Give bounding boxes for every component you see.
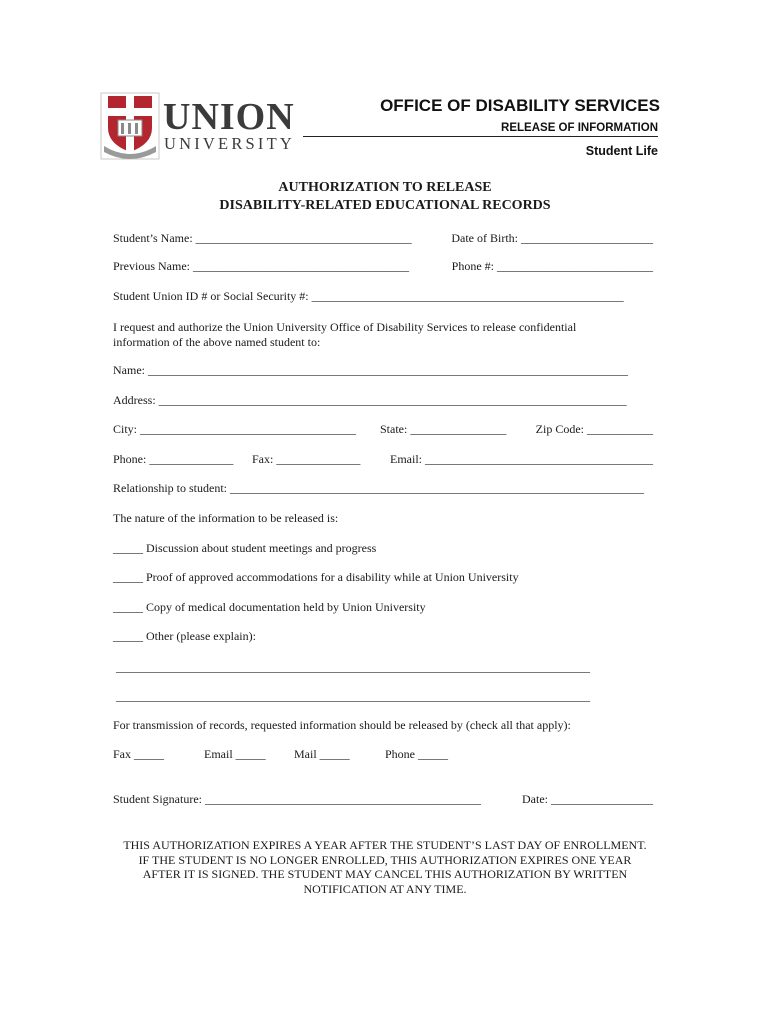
transmission-email-option[interactable]: Email _____: [204, 747, 266, 761]
recipient-address-field[interactable]: Address: ______________________________________________________________________________: [113, 393, 627, 407]
transmission-phone-option[interactable]: Phone _____: [385, 747, 448, 761]
recipient-email-field[interactable]: Email: ______________________________________: [390, 452, 653, 466]
crest-icon: [100, 92, 160, 160]
logo-wordmark-union: UNION: [163, 96, 295, 138]
recipient-name-field[interactable]: Name: ________________________________________________________________________________: [113, 363, 628, 377]
zip-code-field[interactable]: Zip Code: ___________: [535, 422, 653, 436]
union-university-logo: [100, 92, 296, 160]
student-signature-field[interactable]: Student Signature: ______________________________________________: [113, 792, 481, 806]
document-title-line-1: AUTHORIZATION TO RELEASE: [278, 180, 492, 195]
logo-wordmark-university: UNIVERSITY: [164, 134, 295, 153]
state-field[interactable]: State: ________________: [380, 422, 507, 436]
option-medical-documentation[interactable]: _____ Copy of medical documentation held by Union University: [113, 600, 426, 614]
option-other[interactable]: _____ Other (please explain):: [113, 629, 256, 643]
relationship-field[interactable]: Relationship to student: _____________________________________________________________________: [113, 481, 644, 495]
option-proof-of-accommodations[interactable]: _____ Proof of approved accommodations for a disability while at Union University: [113, 570, 519, 584]
transmission-fax-option[interactable]: Fax _____: [113, 747, 164, 761]
transmission-mail-option[interactable]: Mail _____: [294, 747, 350, 761]
phone-number-field[interactable]: Phone #: __________________________: [451, 259, 653, 273]
recipient-fax-field[interactable]: Fax: ______________: [252, 452, 361, 466]
nature-heading: The nature of the information to be released is:: [113, 511, 339, 525]
request-paragraph: I request and authorize the Union University Office of Disability Services to release confidential information of the above named student to:: [113, 320, 577, 349]
signature-date-field[interactable]: Date: _________________: [522, 792, 653, 806]
department-label: Student Life: [585, 144, 658, 158]
other-explain-line-1[interactable]: _______________________________________________________________________________: [116, 660, 590, 674]
transmission-heading: For transmission of records, requested information should be released by (check all that apply):: [113, 718, 571, 732]
recipient-phone-field[interactable]: Phone: ______________: [113, 452, 234, 466]
student-name-field[interactable]: Student’s Name: ____________________________________: [113, 231, 412, 245]
other-explain-line-2[interactable]: _______________________________________________________________________________: [116, 689, 590, 703]
option-discussion[interactable]: _____ Discussion about student meetings and progress: [113, 541, 377, 555]
release-of-information-label: RELEASE OF INFORMATION: [501, 122, 658, 134]
expiration-notice: THIS AUTHORIZATION EXPIRES A YEAR AFTER THE STUDENT’S LAST DAY OF ENROLLMENT. IF THE STUDENT IS NO LONGER ENROLLED, THIS AUTHORIZATION EXPIRES ONE YEAR AFTER IT IS SIGNED. THE STUDENT MAY CANCEL THIS AUTHORIZATION BY WRITTEN NOTIFICATION AT ANY TIME.: [123, 838, 647, 896]
header-divider: [303, 136, 658, 137]
document-title-line-2: DISABILITY-RELATED EDUCATIONAL RECORDS: [219, 198, 551, 213]
previous-name-field[interactable]: Previous Name: ____________________________________: [113, 259, 409, 273]
office-title: OFFICE OF DISABILITY SERVICES: [380, 96, 660, 115]
date-of-birth-field[interactable]: Date of Birth: ______________________: [451, 231, 653, 245]
city-field[interactable]: City: ____________________________________: [113, 422, 357, 436]
student-id-field[interactable]: Student Union ID # or Social Security #: ____________________________________________________: [113, 289, 624, 303]
